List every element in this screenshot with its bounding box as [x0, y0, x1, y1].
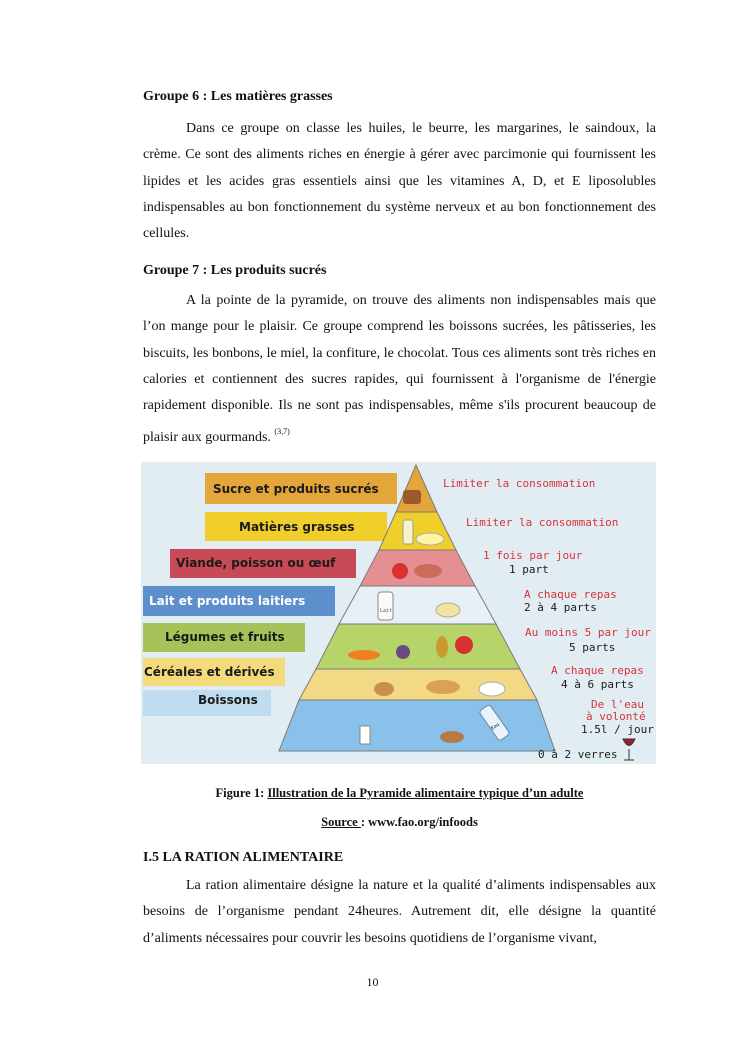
cheese-icon [436, 603, 460, 617]
pyramid-label-dairy: Lait et produits laitiers [149, 594, 306, 608]
carrot-icon [348, 650, 380, 660]
apple-icon [455, 636, 473, 654]
grapes-icon [396, 645, 410, 659]
cup-icon [440, 731, 464, 743]
bread-icon [426, 680, 460, 694]
group7-paragraph [143, 288, 656, 452]
band-sugar [396, 465, 437, 512]
advice-vegetables-line1: Au moins 5 par jour [525, 626, 651, 639]
advice-cereals-line1: A chaque repas [551, 664, 644, 677]
candy-icon [403, 490, 421, 504]
wine-note: 0 à 2 verres [538, 748, 618, 761]
figure-caption [143, 786, 656, 801]
milk-bottle-label: Lait [380, 608, 393, 614]
group6-heading: Groupe 6 : Les matières grasses [143, 89, 333, 104]
group7-heading: Groupe 7 : Les produits sucrés [143, 263, 327, 278]
band-drinks [279, 700, 555, 751]
advice-dairy-line1: A chaque repas [524, 588, 617, 601]
potato-icon [374, 682, 394, 696]
band-dairy [339, 586, 496, 624]
band-fats [379, 512, 456, 550]
group6-paragraph: Dans ce groupe on classe les huiles, le beurre, les margarines, le saindoux, la crème. Ce sont des aliments riches en énergie à gérer avec parcimonie qui fournissent les lipides et les acides gras essentiels ainsi que les vitamines A, D, et E liposolubles indispensables au bon fonctionnement du système nerveux et au bon fonctionnement des cellules. [143, 121, 656, 242]
pyramid-label-drinks: Boissons [198, 693, 258, 707]
advice-drinks-line3: 1.5l / jour [581, 723, 654, 736]
figure-caption-prefix: Figure 1: [215, 786, 268, 800]
wine-glass-icon [623, 739, 635, 760]
citation: (3,7) [274, 427, 290, 437]
figure-source-label: Source [321, 815, 361, 829]
advice-cereals-line2: 4 à 6 parts [561, 678, 634, 691]
milk-bottle-icon [378, 592, 393, 620]
pyramid-label-vegetables: Légumes et fruits [165, 630, 285, 644]
glass-icon [360, 726, 370, 744]
ration-paragraph: La ration alimentaire désigne la nature et la qualité d’aliments indispensables aux besoins de l’organisme pendant 24heures. Autrement dit, elle désigne la quantité d’aliments nécessaires pour couvrir les besoins quotidiens de l’organisme vivant, [143, 878, 656, 946]
ration-heading: I.5 LA RATION ALIMENTAIRE [143, 850, 344, 865]
pyramid-label-sugar: Sucre et produits sucrés [213, 482, 379, 496]
advice-drinks-line2: à volonté [586, 710, 646, 723]
band-vegetables [316, 624, 520, 669]
advice-dairy-line2: 2 à 4 parts [524, 601, 597, 614]
oil-bottle-icon [403, 520, 413, 544]
advice-meat-line1: 1 fois par jour [483, 549, 583, 562]
group7-paragraph-text: A la pointe de la pyramide, on trouve des aliments non indispensables mais que l’on mange pour le plaisir. Ce groupe comprend les boissons sucrées, les pâtisseries, les biscuits, les bonbons, le miel, la confiture, le chocolat. Tous ces aliments sont très riches en calories et contiennent des sucres rapides, qui fournissent à l'organisme de l'énergie rapidement disponible. Ils ne sont pas indispensables, même s'ils procurent beaucoup de plaisir aux gourmands. [143, 293, 656, 446]
meat-icon [414, 564, 442, 578]
advice-sugar: Limiter la consommation [443, 477, 596, 490]
pyramid-label-meat: Viande, poisson ou œuf [176, 556, 336, 570]
pyramid-label-fats: Matières grasses [239, 520, 355, 534]
advice-vegetables-line2: 5 parts [569, 641, 616, 654]
butter-icon [416, 533, 444, 545]
water-bottle-label: Eau [489, 721, 501, 732]
tomato-icon [392, 563, 408, 579]
figure-source [143, 815, 656, 830]
food-pyramid-figure [141, 462, 656, 764]
advice-meat-line2: 1 part [509, 563, 549, 576]
advice-drinks-line1: De l'eau [591, 698, 644, 711]
page-number: 10 [366, 975, 379, 989]
pineapple-icon [436, 636, 448, 658]
figure-source-value: : www.fao.org/infoods [360, 815, 478, 829]
pyramid-label-cereals: Céréales et dérivés [144, 665, 275, 679]
advice-fats: Limiter la consommation [466, 516, 619, 529]
figure-caption-title: Illustration de la Pyramide alimentaire typique d’un adulte [267, 786, 584, 800]
rice-bowl-icon [479, 682, 505, 696]
